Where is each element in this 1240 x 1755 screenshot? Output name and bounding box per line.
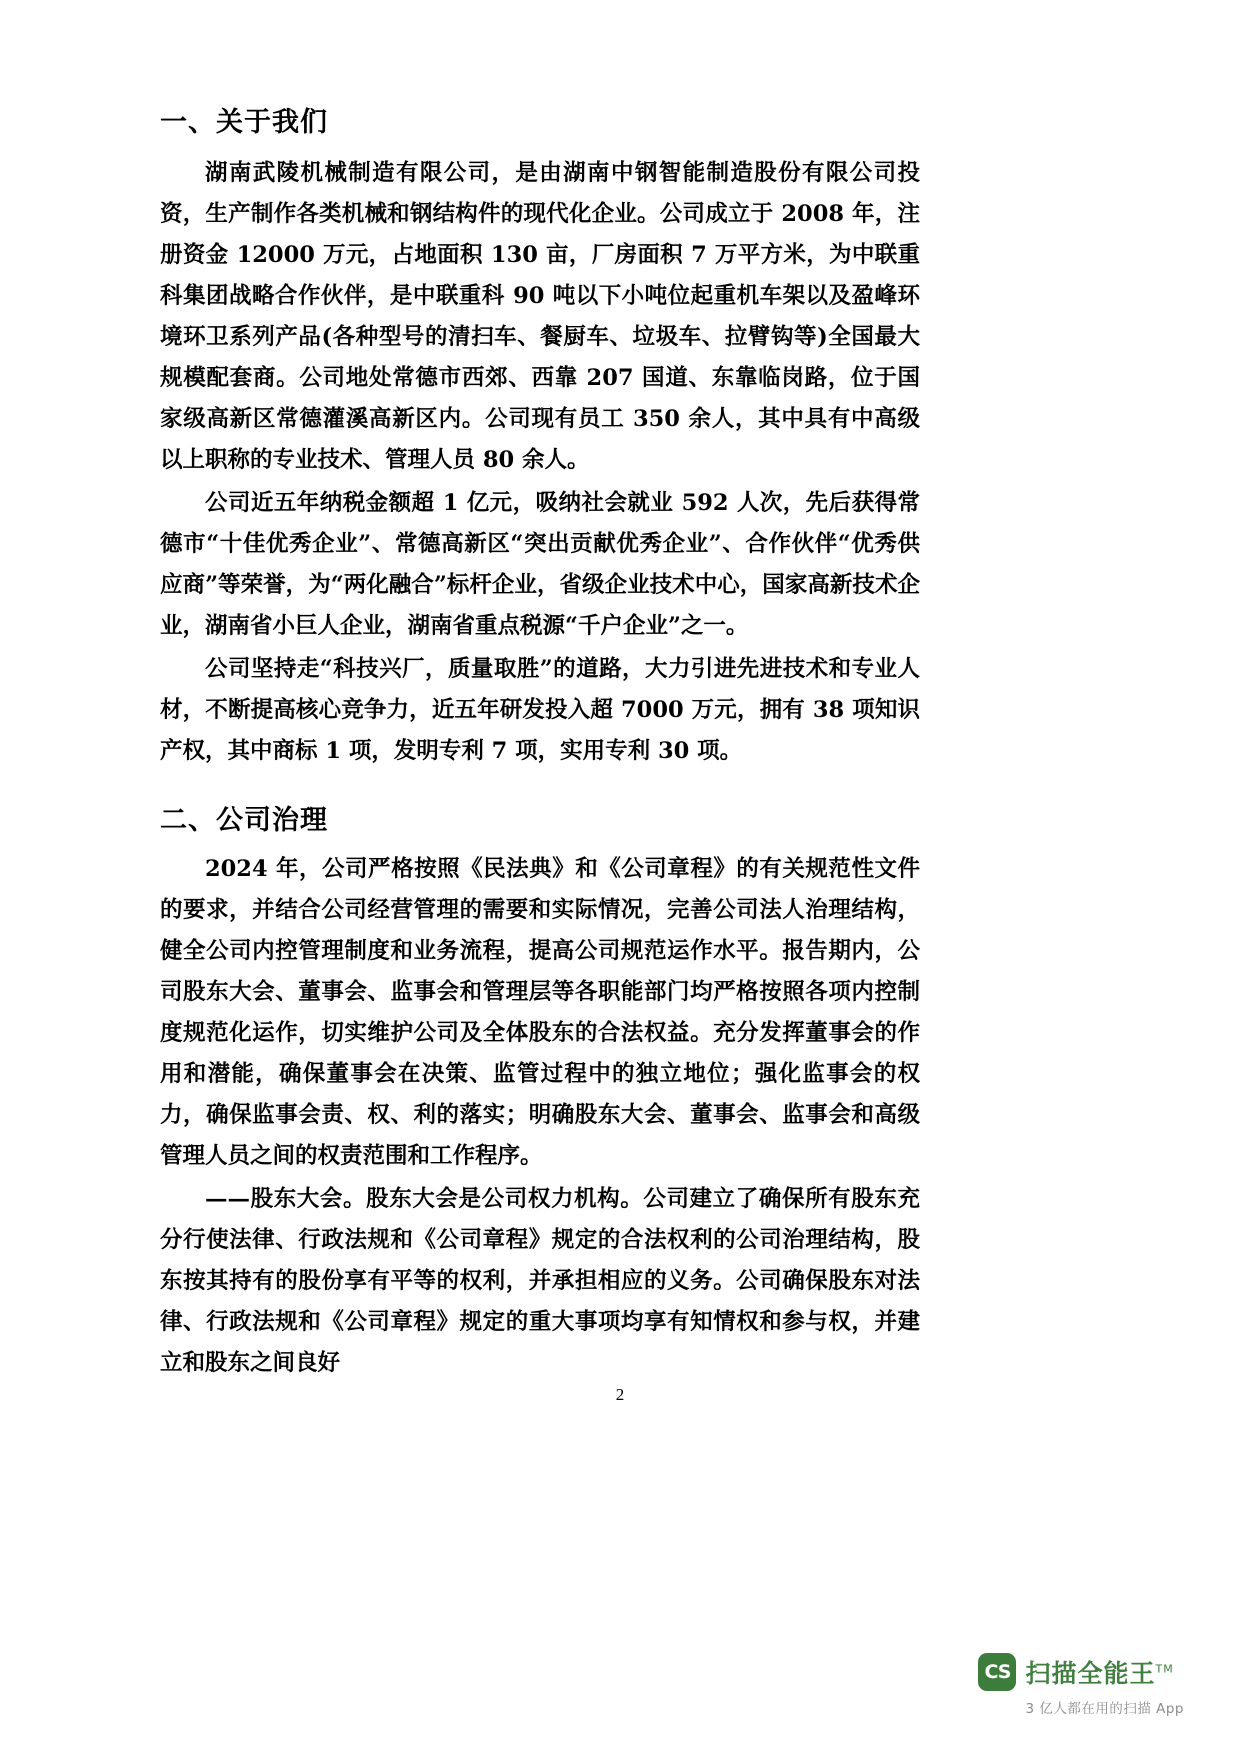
paragraph: 公司近五年纳税金额超 1 亿元，吸纳社会就业 592 人次，先后获得常德市“十佳优秀企业”、常德高新区“突出贡献优秀企业”、合作伙伴“优秀供应商”等荣誉，为“两化融合”标杆企业，省级企业技术中心，国家高新技术企业，湖南省小巨人企业，湖南省重点税源“千户企业”之一。 [160,490,920,639]
section-heading-about-us: 一、关于我们 [160,107,328,138]
watermark-trademark: TM [1155,1662,1174,1676]
paragraph: 公司坚持走“科技兴厂，质量取胜”的道路，大力引进先进技术和专业人材，不断提高核心竞争力，近五年研发投入超 7000 万元，拥有 38 项知识产权，其中商标 1 项，发明专利 7 项，实用专利 30 项。 [160,656,920,764]
document-body [160,100,920,1384]
paragraph: 湖南武陵机械制造有限公司，是由湖南中钢智能制造股份有限公司投资，生产制作各类机械和钢结构件的现代化企业。公司成立于 2008 年，注册资金 12000 万元，占地面积 130 亩，厂房面积 7 万平方米，为中联重科集团战略合作伙伴，是中联重科 90 吨以下小吨位起重机车架以及盈峰环境环卫系列产品(各种型号的清扫车、餐厨车、垃圾车、拉臂钩等)全国最大规模配套商。公司地处常德市西郊、西靠 207 国道、东靠临岗路，位于国家级高新区常德灌溪高新区内。公司现有员工 350 余人，其中具有中高级以上职称的专业技术、管理人员 80 余人。 [160,160,920,473]
paragraph: ——股东大会。股东大会是公司权力机构。公司建立了确保所有股东充分行使法律、行政法规和《公司章程》规定的合法权利的公司治理结构，股东按其持有的股份享有平等的权利，并承担相应的义务。公司确保股东对法律、行政法规和《公司章程》规定的重大事项均享有知情权和参与权，并建立和股东之间良好 [160,1186,920,1376]
watermark-subtitle: 3 亿人都在用的扫描 App [1025,1701,1184,1717]
paragraph: 2024 年，公司严格按照《民法典》和《公司章程》的有关规范性文件的要求，并结合公司经营管理的需要和实际情况，完善公司法人治理结构，健全公司内控管理制度和业务流程，提高公司规范运作水平。报告期内，公司股东大会、董事会、监事会和管理层等各职能部门均严格按照各项内控制度规范化运作，切实维护公司及全体股东的合法权益。充分发挥董事会的作用和潜能，确保董事会在决策、监管过程中的独立地位；强化监事会的权力，确保监事会责、权、利的落实；明确股东大会、董事会、监事会和高级管理人员之间的权责范围和工作程序。 [160,856,920,1169]
watermark-row [978,1653,1173,1691]
watermark-title-text: 扫描全能王 [1025,1659,1156,1688]
section-heading-corporate-governance: 二、公司治理 [160,805,328,836]
page-number: 2 [615,1385,625,1404]
camscanner-logo-icon: CS [978,1653,1016,1691]
camscanner-watermark [978,1653,1184,1717]
watermark-title [1025,1654,1173,1690]
